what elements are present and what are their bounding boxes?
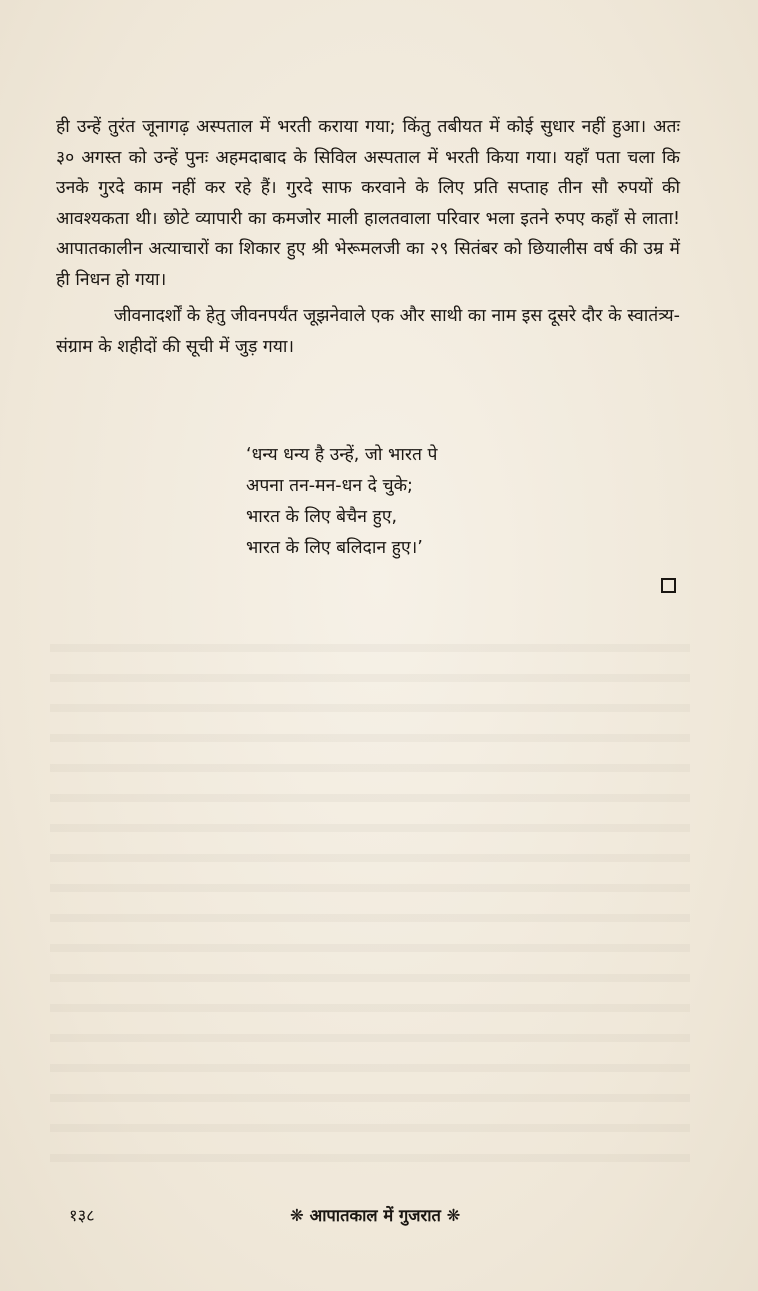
body-text <box>56 112 680 362</box>
paragraph-martyrs-list: जीवनादर्शों के हेतु जीवनपर्यंत जूझनेवाले एक और साथी का नाम इस दूसरे दौर के स्वातंत्र्य-संग्राम के शहीदों की सूची में जुड़ गया। <box>56 306 680 357</box>
verse-line: भारत के लिए बेचैन हुए, <box>246 507 398 527</box>
verse-line: ‘धन्य धन्य है उन्हें, जो भारत पे <box>246 445 438 465</box>
show-through-text <box>50 630 690 1170</box>
verse-block <box>246 440 437 564</box>
page-number: १३८ <box>69 1206 95 1225</box>
verse-line: अपना तन-मन-धन दे चुके; <box>246 476 413 496</box>
paragraph-bherumalji-death: ही उन्हें तुरंत जूनागढ़ अस्पताल में भरती कराया गया; किंतु तबीयत में कोई सुधार नहीं हुआ। अतः ३० अगस्त को उन्हें पुनः अहमदाबाद के सिविल अस्पताल में भरती किया गया। यहाँ पता चला कि उनके गुरदे काम नहीं कर रहे हैं। गुरदे साफ करवाने के लिए प्रति सप्ताह तीन सौ रुपयों की आवश्यकता थी। छोटे व्यापारी का कमजोर माली हालतवाला परिवार भला इतने रुपए कहाँ से लाता! आपातकालीन अत्याचारों का शिकार हुए श्री भेरूमलजी का २९ सितंबर को छियालीस वर्ष की उम्र में ही निधन हो गया। <box>56 117 680 290</box>
end-of-section-square-icon <box>661 578 676 593</box>
running-title: ❋ आपातकाल में गुजरात ❋ <box>290 1206 461 1225</box>
verse-line: भारत के लिए बलिदान हुए।’ <box>246 538 423 558</box>
page-footer <box>0 1203 758 1229</box>
